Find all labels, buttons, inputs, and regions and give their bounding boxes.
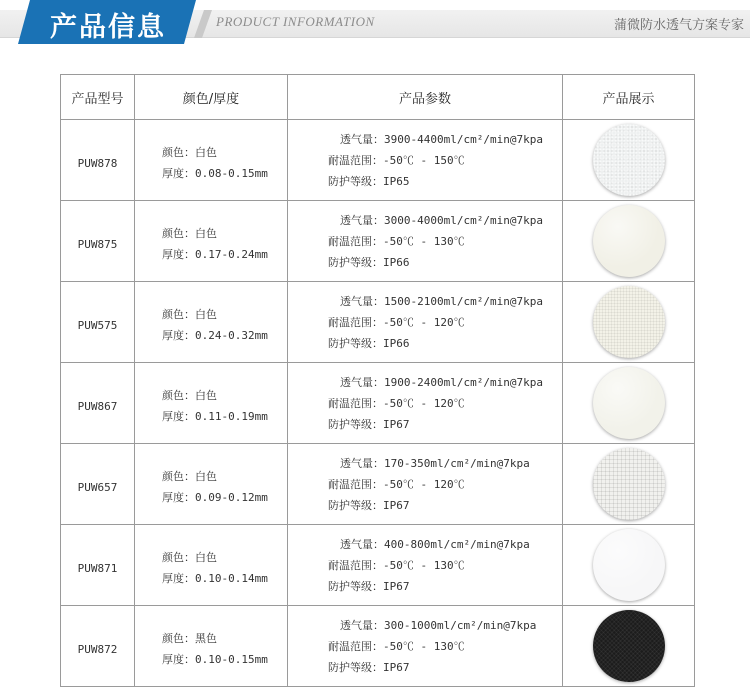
temperature-range-value: 耐温范围：-50℃ - 120℃ bbox=[328, 477, 465, 491]
protection-level-value: 防护等级：IP65 bbox=[328, 174, 410, 188]
membrane-sample-image bbox=[593, 610, 665, 682]
model-cell bbox=[61, 363, 135, 444]
temperature-range-value: 耐温范围：-50℃ - 120℃ bbox=[328, 396, 465, 410]
model-cell bbox=[61, 606, 135, 687]
display-cell bbox=[563, 606, 695, 687]
table-row-puw657 bbox=[61, 444, 695, 525]
thickness-value: 厚度：0.10-0.15mm bbox=[162, 653, 268, 666]
product-spec-table bbox=[60, 74, 695, 687]
section-title: 产品信息 bbox=[50, 12, 166, 43]
color-value: 颜色：白色 bbox=[162, 389, 217, 402]
temperature-range-value: 耐温范围：-50℃ - 130℃ bbox=[328, 639, 465, 653]
temperature-range-value: 耐温范围：-50℃ - 150℃ bbox=[328, 153, 465, 167]
color-value: 颜色：黑色 bbox=[162, 632, 217, 645]
params-cell bbox=[288, 525, 563, 606]
model-cell bbox=[61, 120, 135, 201]
temperature-range-value: 耐温范围：-50℃ - 120℃ bbox=[328, 315, 465, 329]
airflow-value: 透气量：400-800ml/cm²/min@7kpa bbox=[340, 537, 530, 551]
table-row-puw867 bbox=[61, 363, 695, 444]
thickness-value: 厚度：0.10-0.14mm bbox=[162, 572, 268, 585]
model-cell bbox=[61, 201, 135, 282]
membrane-sample-image bbox=[593, 124, 665, 196]
airflow-value: 透气量：1900-2400ml/cm²/min@7kpa bbox=[340, 375, 543, 389]
protection-level-value: 防护等级：IP67 bbox=[328, 579, 410, 593]
color-value: 颜色：白色 bbox=[162, 227, 217, 240]
model-number: PUW871 bbox=[77, 561, 118, 575]
brand-slogan: 蒲微防水透气方案专家 bbox=[613, 18, 744, 33]
membrane-sample-image bbox=[593, 448, 665, 520]
params-cell bbox=[288, 444, 563, 525]
header-color-thickness: 颜色/厚度 bbox=[135, 75, 288, 120]
params-cell bbox=[288, 201, 563, 282]
params-cell bbox=[288, 282, 563, 363]
params-cell bbox=[288, 606, 563, 687]
display-cell bbox=[563, 282, 695, 363]
params-cell bbox=[288, 120, 563, 201]
airflow-value: 透气量：3000-4000ml/cm²/min@7kpa bbox=[340, 213, 543, 227]
protection-level-value: 防护等级：IP67 bbox=[328, 660, 410, 674]
membrane-sample-image bbox=[593, 286, 665, 358]
model-cell bbox=[61, 525, 135, 606]
color-thickness-cell bbox=[135, 120, 288, 201]
model-number: PUW657 bbox=[77, 480, 118, 494]
color-thickness-cell bbox=[135, 444, 288, 525]
model-number: PUW872 bbox=[77, 642, 118, 656]
thickness-value: 厚度：0.24-0.32mm bbox=[162, 329, 268, 342]
display-cell bbox=[563, 363, 695, 444]
thickness-value: 厚度：0.09-0.12mm bbox=[162, 491, 268, 504]
temperature-range-value: 耐温范围：-50℃ - 130℃ bbox=[328, 558, 465, 572]
table-row-puw871 bbox=[61, 525, 695, 606]
section-header bbox=[0, 0, 750, 44]
protection-level-value: 防护等级：IP66 bbox=[328, 255, 410, 269]
color-thickness-cell bbox=[135, 282, 288, 363]
display-cell bbox=[563, 525, 695, 606]
color-thickness-cell bbox=[135, 525, 288, 606]
model-number: PUW867 bbox=[77, 399, 118, 413]
thickness-value: 厚度：0.08-0.15mm bbox=[162, 167, 268, 180]
table-row-puw872 bbox=[61, 606, 695, 687]
table-row-puw575 bbox=[61, 282, 695, 363]
color-value: 颜色：白色 bbox=[162, 470, 217, 483]
protection-level-value: 防护等级：IP67 bbox=[328, 498, 410, 512]
model-cell bbox=[61, 444, 135, 525]
table-row-puw875 bbox=[61, 201, 695, 282]
thickness-value: 厚度：0.17-0.24mm bbox=[162, 248, 268, 261]
thickness-value: 厚度：0.11-0.19mm bbox=[162, 410, 268, 423]
temperature-range-value: 耐温范围：-50℃ - 130℃ bbox=[328, 234, 465, 248]
section-subtitle: PRODUCT INFORMATION bbox=[216, 14, 375, 29]
model-number: PUW875 bbox=[77, 237, 118, 251]
display-cell bbox=[563, 120, 695, 201]
model-number: PUW575 bbox=[77, 318, 118, 332]
table-row-puw878 bbox=[61, 120, 695, 201]
protection-level-value: 防护等级：IP66 bbox=[328, 336, 410, 350]
airflow-value: 透气量：1500-2100ml/cm²/min@7kpa bbox=[340, 294, 543, 308]
color-thickness-cell bbox=[135, 363, 288, 444]
airflow-value: 透气量：300-1000ml/cm²/min@7kpa bbox=[340, 618, 537, 632]
display-cell bbox=[563, 444, 695, 525]
params-cell bbox=[288, 363, 563, 444]
header-params: 产品参数 bbox=[288, 75, 563, 120]
protection-level-value: 防护等级：IP67 bbox=[328, 417, 410, 431]
membrane-sample-image bbox=[593, 529, 665, 601]
airflow-value: 透气量：3900-4400ml/cm²/min@7kpa bbox=[340, 132, 543, 146]
color-thickness-cell bbox=[135, 201, 288, 282]
display-cell bbox=[563, 201, 695, 282]
membrane-sample-image bbox=[593, 205, 665, 277]
color-value: 颜色：白色 bbox=[162, 146, 217, 159]
model-number: PUW878 bbox=[77, 156, 118, 170]
table-header-row bbox=[61, 75, 695, 120]
color-value: 颜色：白色 bbox=[162, 308, 217, 321]
color-thickness-cell bbox=[135, 606, 288, 687]
color-value: 颜色：白色 bbox=[162, 551, 217, 564]
header-display: 产品展示 bbox=[563, 75, 695, 120]
membrane-sample-image bbox=[593, 367, 665, 439]
model-cell bbox=[61, 282, 135, 363]
airflow-value: 透气量：170-350ml/cm²/min@7kpa bbox=[340, 456, 530, 470]
header-model: 产品型号 bbox=[61, 75, 135, 120]
